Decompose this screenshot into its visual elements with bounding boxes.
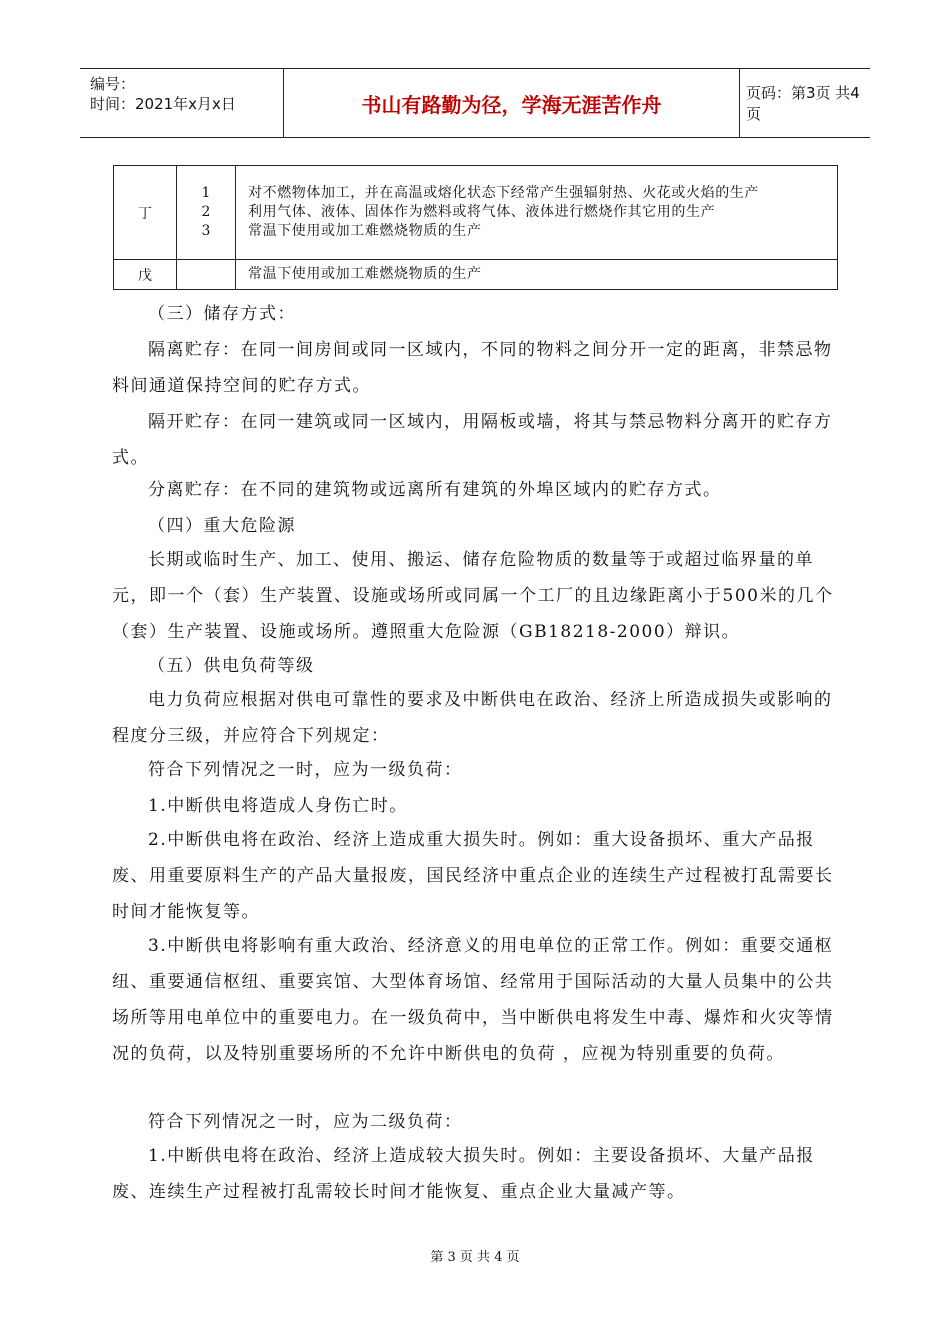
paragraph: 符合下列情况之一时，应为二级负荷： xyxy=(148,1112,463,1132)
paragraph: 符合下列情况之一时，应为一级负荷： xyxy=(148,760,463,780)
table-cell-description xyxy=(236,166,838,260)
section-heading: （四）重大危险源 xyxy=(148,516,296,536)
item-text: 常温下使用或加工难燃烧物质的生产 xyxy=(248,223,482,239)
paragraph: 隔离贮存：在同一间房间或同一区域内，不同的物料之间分开一定的距离，非禁忌物料间通道保持空间的贮存方式。 xyxy=(112,340,833,396)
header-motto: 书山有路勤为径，学海无涯苦作舟 xyxy=(283,69,740,137)
paragraph: 电力负荷应根据对供电可靠性的要求及中断供电在政治、经济上所造成损失或影响的程度分三级，并应符合下列规定： xyxy=(112,690,833,746)
table-cell-numbers xyxy=(177,260,236,290)
section-heading: （五）供电负荷等级 xyxy=(148,656,315,676)
item-number: 3 xyxy=(201,223,211,239)
page-label: 页码：第3页 共4页 xyxy=(746,84,860,123)
header-info xyxy=(80,69,283,137)
list-item: 3.中断供电将影响有重大政治、经济意义的用电单位的正常工作。例如：重要交通枢纽、重要通信枢纽、重要宾馆、大型体育场馆、经常用于国际活动的大量人员集中的公共场所等用电单位中的重要电力。在一级负荷中，当中断供电将发生中毒、爆炸和火灾等情况的负荷，以及特别重要场所的不允许中断供电的负荷 ，应视为特别重要的负荷。 xyxy=(112,936,834,1064)
paragraph: 分离贮存：在不同的建筑物或远离所有建筑的外埠区域内的贮存方式。 xyxy=(148,480,722,500)
section-heading: （三）储存方式： xyxy=(148,304,296,324)
table-cell-category: 戊 xyxy=(114,260,177,290)
page-footer: 第 3 页 共 4 页 xyxy=(430,1250,520,1265)
item-number: 2 xyxy=(201,204,211,220)
table-cell-description: 常温下使用或加工难燃烧物质的生产 xyxy=(236,260,838,290)
item-text: 对不燃物体加工，并在高温或熔化状态下经常产生强辐射热、火花或火焰的生产 xyxy=(248,185,759,201)
table-row xyxy=(114,166,838,260)
paragraph: 隔开贮存：在同一建筑或同一区域内，用隔板或墙，将其与禁忌物料分离开的贮存方式。 xyxy=(112,412,833,468)
paragraph: 长期或临时生产、加工、使用、搬运、储存危险物质的数量等于或超过临界量的单元，即一个（套）生产装置、设施或场所或同属一个工厂的且边缘距离小于500米的几个（套）生产装置、设施或场所。遵照重大危险源（GB18218-2000）辩识。 xyxy=(112,550,834,642)
list-item: 1.中断供电将造成人身伤亡时。 xyxy=(148,796,408,816)
item-text: 利用气体、液体、固体作为燃料或将气体、液体进行燃烧作其它用的生产 xyxy=(248,204,716,220)
page-header xyxy=(80,68,870,138)
table-row xyxy=(114,260,838,290)
table-cell-category: 丁 xyxy=(114,166,177,260)
date-label: 时间：2021年x月x日 xyxy=(90,95,236,113)
list-item: 2.中断供电将在政治、经济上造成重大损失时。例如：重大设备损坏、重大产品报废、用重要原料生产的产品大量报废，国民经济中重点企业的连续生产过程被打乱需要长时间才能恢复等。 xyxy=(112,830,834,922)
table-cell-numbers xyxy=(177,166,236,260)
item-number: 1 xyxy=(201,185,211,201)
list-item: 1.中断供电将在政治、经济上造成较大损失时。例如：主要设备损坏、大量产品报废、连续生产过程被打乱需较长时间才能恢复、重点企业大量减产等。 xyxy=(112,1146,815,1202)
number-label: 编号： xyxy=(90,75,136,93)
hazard-class-table xyxy=(113,165,838,290)
